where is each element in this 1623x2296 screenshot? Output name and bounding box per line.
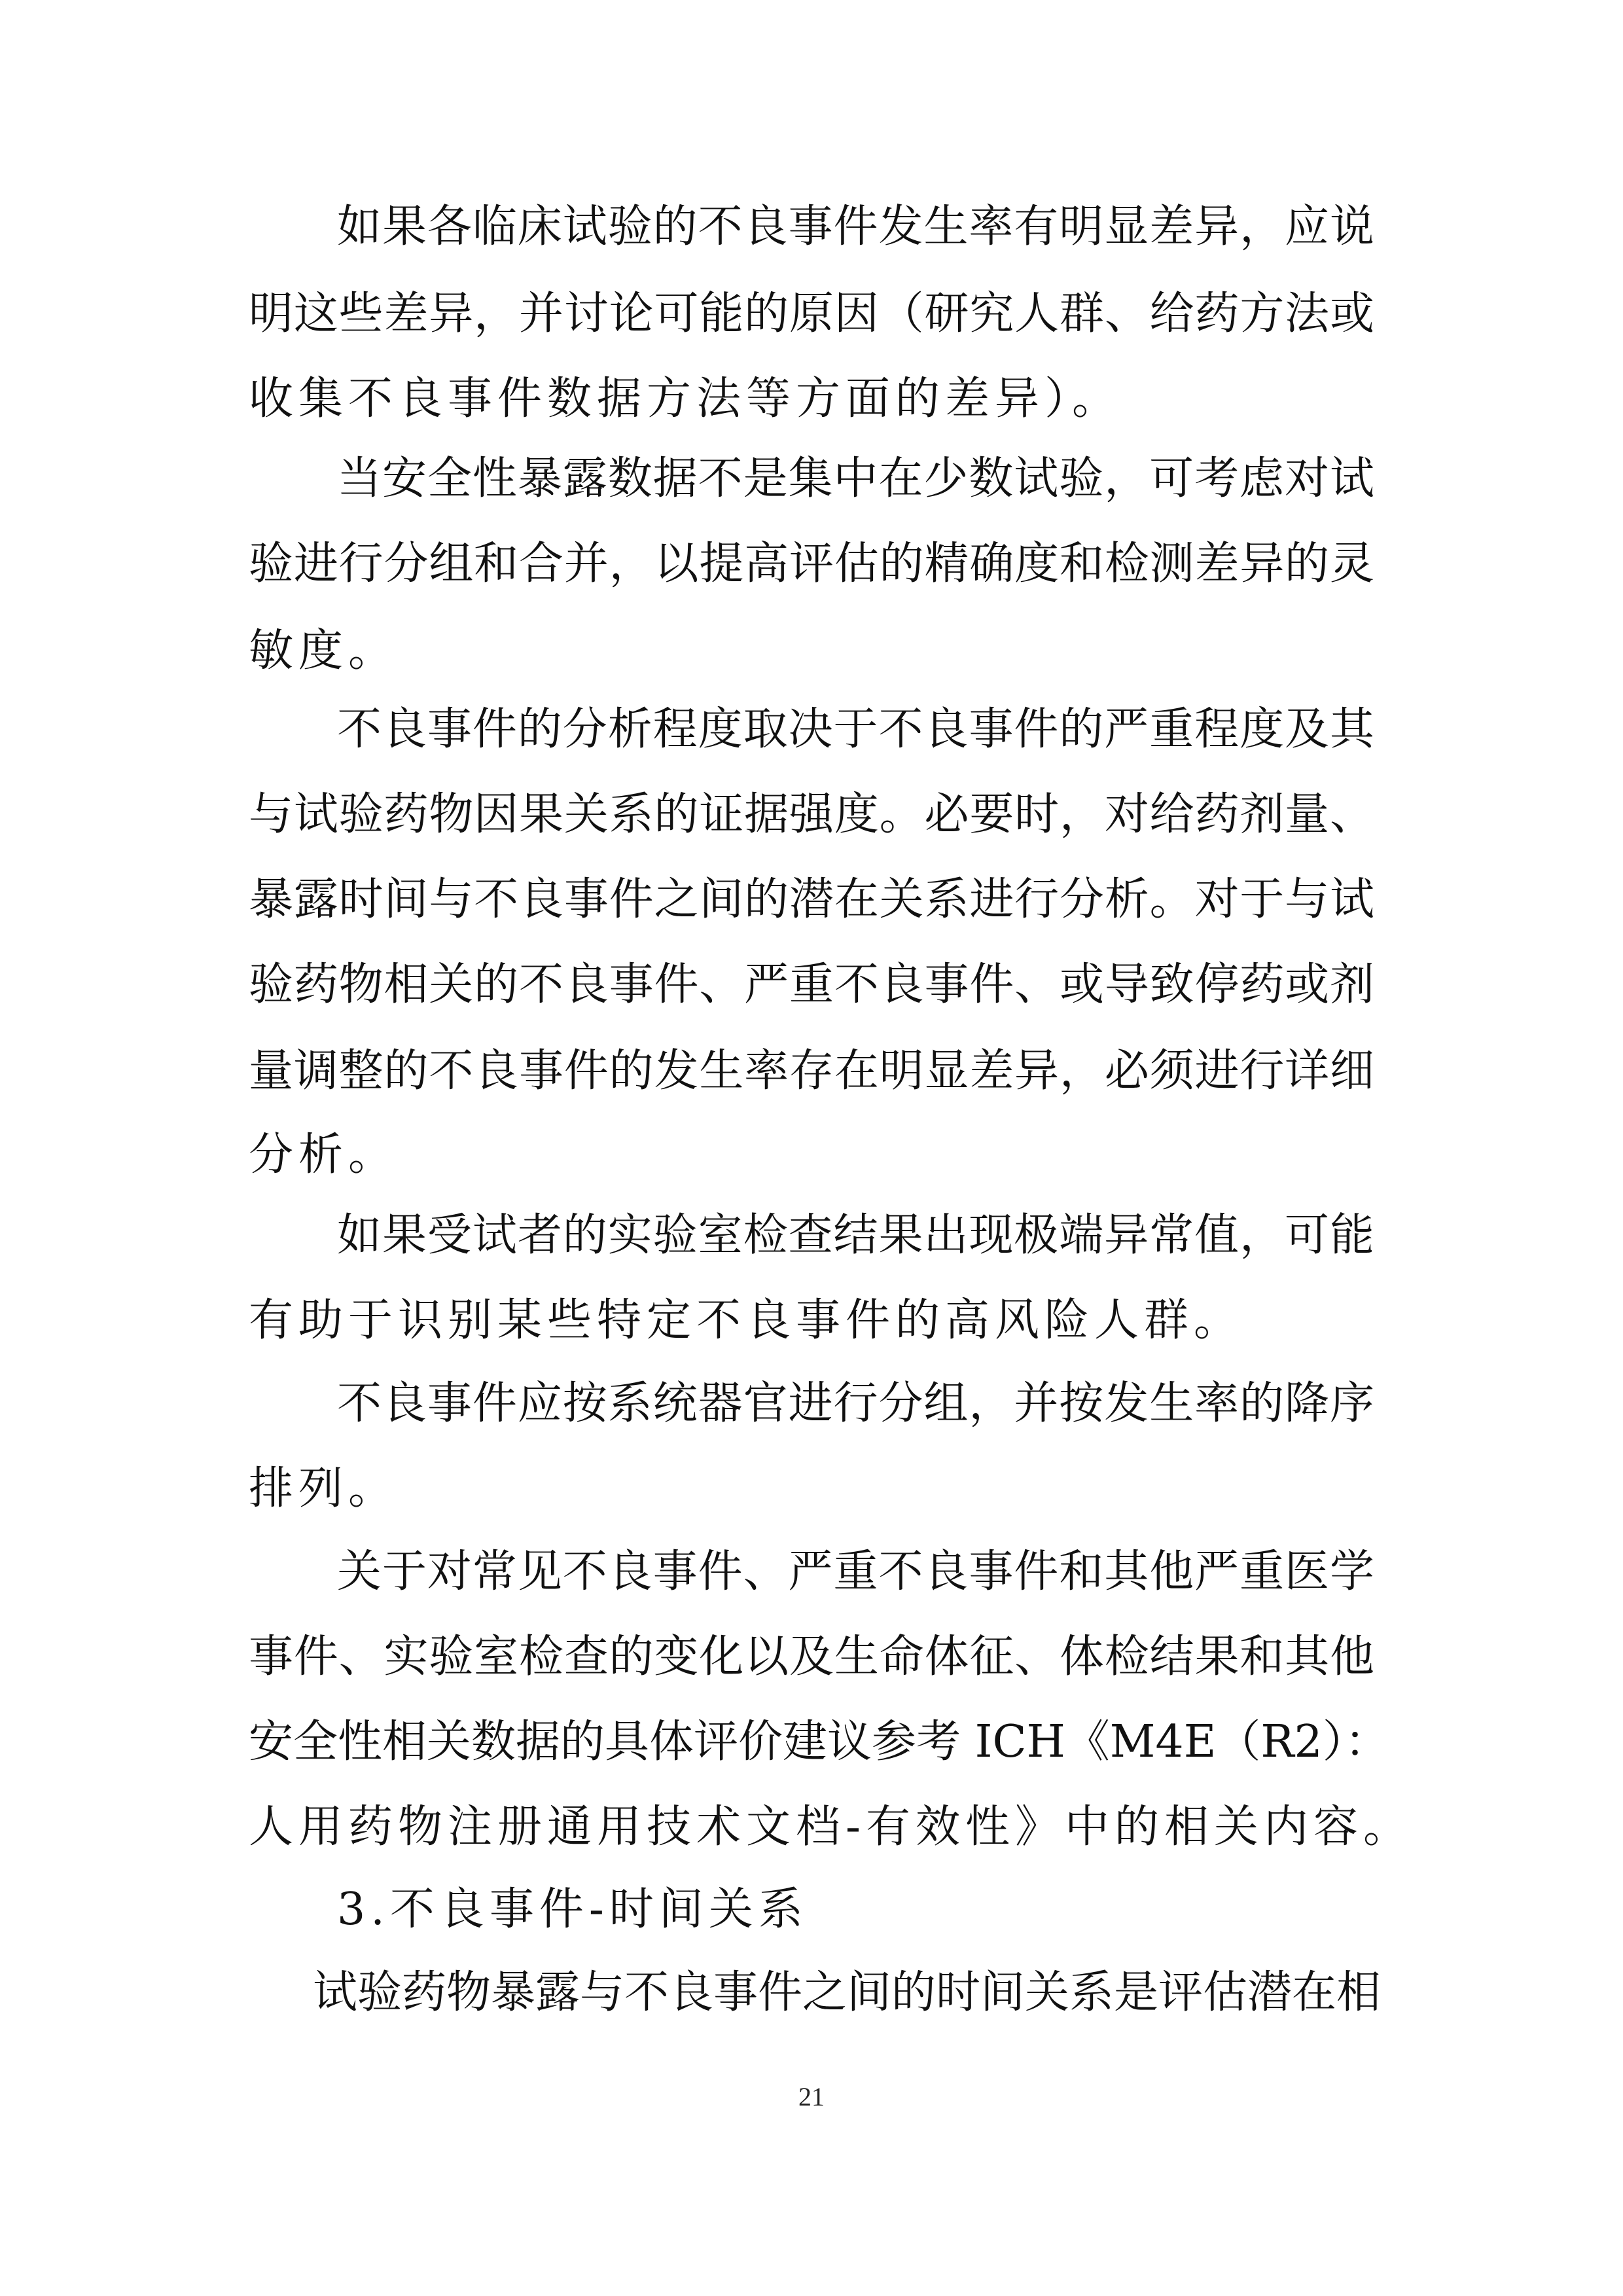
paragraph-line: 量调整的不良事件的发生率存在明显差异，必须进行详细 xyxy=(249,1045,1374,1097)
paragraph-line: 验进行分组和合并，以提高评估的精确度和检测差异的灵 xyxy=(249,538,1374,590)
paragraph-line: 暴露时间与不良事件之间的潜在关系进行分析。对于与试 xyxy=(249,874,1374,925)
paragraph-line: 事件、实验室检查的变化以及生命体征、体检结果和其他 xyxy=(249,1631,1374,1683)
paragraph-line: 验药物相关的不良事件、严重不良事件、或导致停药或剂 xyxy=(249,959,1374,1011)
paragraph-line: 当安全性暴露数据不是集中在少数试验，可考虑对试 xyxy=(337,453,1374,505)
paragraph-line: 敏度。 xyxy=(249,625,399,677)
paragraph-line: 安全性相关数据的具体评价建议参考 ICH《M4E（R2）： xyxy=(249,1716,1389,1768)
paragraph-line: 不良事件应按系统器官进行分组，并按发生率的降序 xyxy=(337,1378,1374,1429)
paragraph-line: 排列。 xyxy=(249,1463,399,1515)
paragraph-line: 如果各临床试验的不良事件发生率有明显差异，应说 xyxy=(337,201,1374,253)
paragraph-line: 如果受试者的实验室检查结果出现极端异常值，可能 xyxy=(337,1210,1374,1261)
paragraph-line: 关于对常见不良事件、严重不良事件和其他严重医学 xyxy=(337,1546,1374,1598)
paragraph-line: 不良事件的分析程度取决于不良事件的严重程度及其 xyxy=(337,704,1374,755)
paragraph-line: 明这些差异，并讨论可能的原因（研究人群、给药方法或 xyxy=(249,288,1374,340)
paragraph-line: 人用药物注册通用技术文档-有效性》中的相关内容。 xyxy=(249,1801,1413,1853)
paragraph-line: 与试验药物因果关系的证据强度。必要时，对给药剂量、 xyxy=(249,789,1374,840)
paragraph-line: 收集不良事件数据方法等方面的差异）。 xyxy=(249,373,1122,425)
section-heading: 3.不良事件-时间关系 xyxy=(337,1884,808,1935)
paragraph-line: 分析。 xyxy=(249,1129,399,1181)
paragraph-line: 试验药物暴露与不良事件之间的时间关系是评估潜在相 xyxy=(313,1967,1382,2018)
paragraph-line: 有助于识别某些特定不良事件的高风险人群。 xyxy=(249,1295,1244,1346)
page-number: 21 xyxy=(798,2082,825,2111)
